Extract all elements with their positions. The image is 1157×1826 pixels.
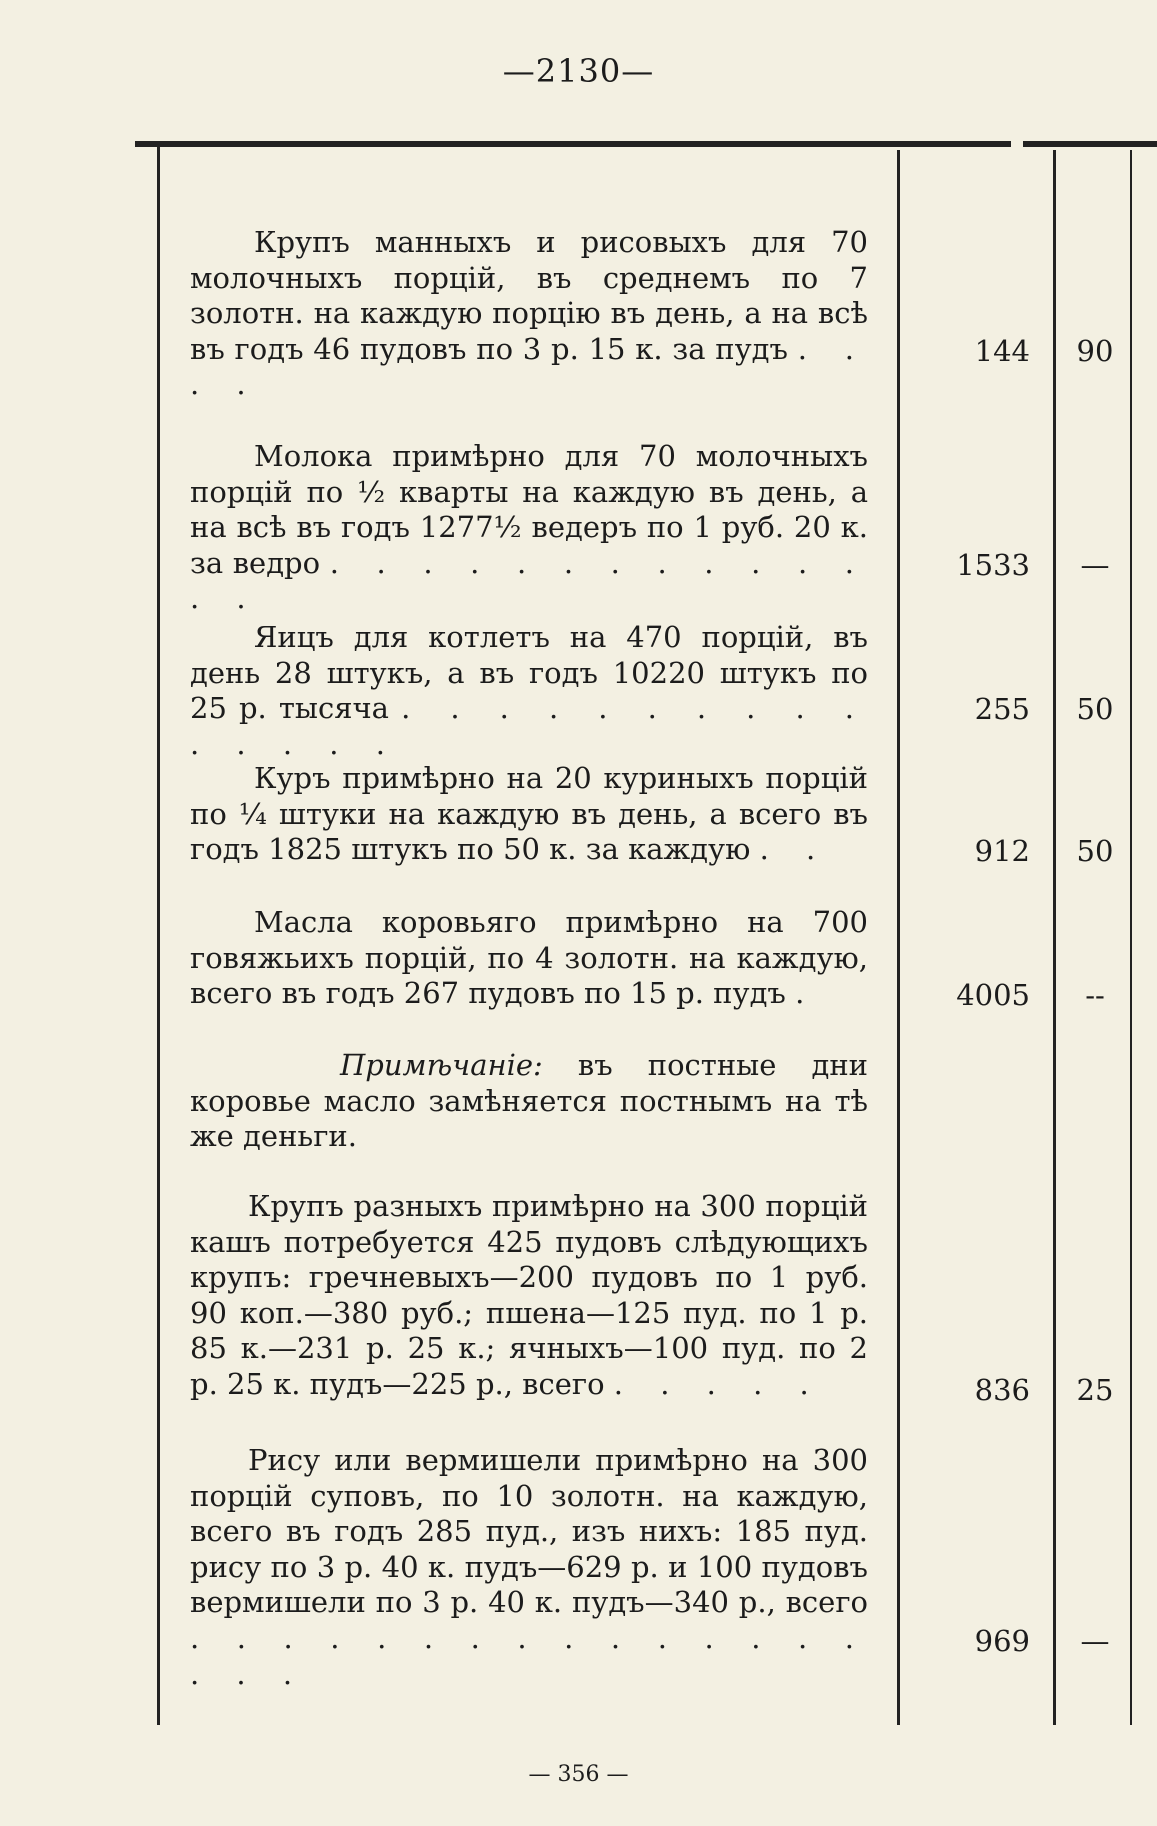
entry-text: Яицъ для котлетъ на 470 порцій, въ день 28 штукъ, а въ годъ 10220 штукъ по 25 р. тысяча [190, 620, 868, 726]
dot-leader: . . . . . . . . . . . . . . . . . . [190, 1620, 868, 1691]
note-text: въ постные дни коровье масло замѣняется постнымъ на тѣ же деньги. [190, 1048, 869, 1154]
note-label: Примѣчаніе: [340, 1048, 543, 1082]
amount-rubles: 912 [974, 834, 1030, 868]
page-footer-number: — 356 — [528, 1762, 629, 1787]
entry-text: Масла коровьяго примѣрно на 700 говяжьихъ порцій, по 4 золотн. на каждую, всего въ годъ 267 пудовъ по 15 р. пудъ [190, 905, 868, 1011]
entry-text: Крупъ разныхъ примѣрно на 300 порцій кашъ потребуется 425 пудовъ слѣдующихъ крупъ: гречневыхъ—200 пудовъ по 1 руб. 90 коп.—380 руб.; пшена—125 пуд. по 1 р. 85 к.—231 р. 25 к.; ячныхъ—100 пуд. по 2 р. 25 к. пудъ—225 р., всего [190, 1189, 868, 1401]
kopeck-column-rule-right [1130, 150, 1132, 1725]
amount-kopecks: 25 [1076, 1373, 1114, 1407]
dot-leader: . . . . . [613, 1366, 823, 1401]
entry-eggs [190, 620, 868, 762]
page-header-number: —2130— [502, 52, 655, 90]
amount-kopecks: 50 [1076, 834, 1114, 868]
entry-rice-vermicelli [190, 1443, 868, 1692]
entry-text: Куръ примѣрно на 20 куриныхъ порцій по ¼ штуки на каждую въ день, а всего въ годъ 1825 штукъ по 50 к. за каждую [190, 761, 868, 867]
entry-butter [190, 905, 868, 1012]
amount-kopecks: — [1080, 1624, 1110, 1658]
amount-kopecks: 50 [1076, 692, 1114, 726]
dot-leader: . . . . . . . . . . . . . . . [190, 691, 869, 761]
note-butter-substitute [190, 1048, 868, 1155]
dot-leader: . . . . [190, 331, 868, 402]
entry-groats [190, 1189, 868, 1403]
amount-column-rule-left [897, 150, 900, 1725]
entry-text: Молока примѣрно для 70 молочныхъ порцій по ½ кварты на каждую въ день, а на всѣ въ годъ 1277½ ведеръ по 1 руб. 20 к. за ведро [190, 439, 868, 580]
amount-kopecks: -- [1085, 978, 1105, 1012]
left-column-rule [157, 147, 160, 1725]
amount-rubles: 255 [974, 692, 1030, 726]
amount-kopecks: 90 [1076, 334, 1114, 368]
entry-chickens [190, 761, 868, 868]
amount-rubles: 836 [974, 1373, 1030, 1407]
dot-leader: . . . . . . . . . . . . . . [190, 545, 868, 616]
entry-semolina-rice [190, 225, 868, 403]
amount-rubles: 4005 [956, 978, 1030, 1012]
top-rule-main [135, 141, 1011, 147]
top-rule-right [1023, 141, 1157, 147]
entry-milk [190, 439, 868, 617]
amount-rubles: 969 [974, 1624, 1030, 1658]
dot-leader: . . [759, 832, 830, 867]
amount-rubles: 1533 [956, 548, 1030, 582]
dot-leader: . [795, 976, 819, 1011]
entry-text: Крупъ манныхъ и рисовыхъ для 70 молочныхъ порцій, въ среднемъ по 7 золотн. на каждую порцію въ день, а на всѣ въ годъ 46 пудовъ по 3 р. 15 к. за пудъ [190, 225, 868, 366]
entry-text: Рису или вермишели примѣрно на 300 порцій суповъ, по 10 золотн. на каждую, всего въ годъ 285 пуд., изъ нихъ: 185 пуд. рису по 3 р. 40 к. пудъ—629 р. и 100 пудовъ вермишели по 3 р. 40 к. пудъ—340 р., всего [190, 1443, 868, 1620]
amount-kopecks: — [1080, 548, 1110, 582]
amount-rubles: 144 [974, 334, 1030, 368]
amount-column-rule-right [1053, 150, 1056, 1725]
